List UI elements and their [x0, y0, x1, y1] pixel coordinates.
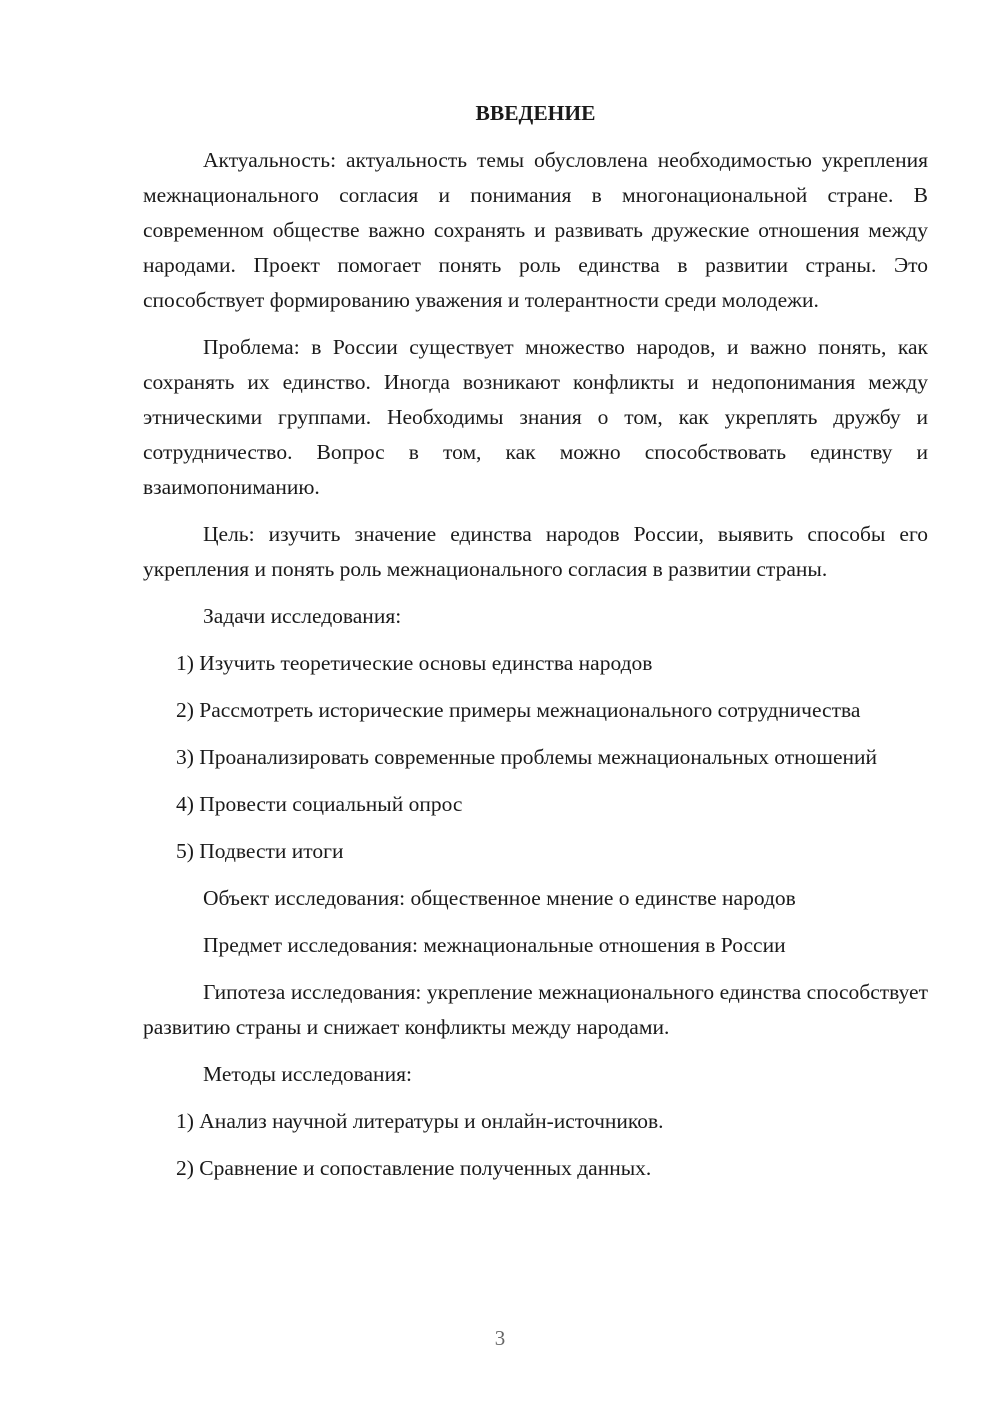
document-page — [143, 96, 928, 1198]
section-title: ВВЕДЕНИЕ — [475, 101, 596, 125]
hypothesis-paragraph: Гипотеза исследования: укрепление межнационального единства способствует развитию страны и снижает конфликты между народами. — [143, 980, 928, 1039]
method-item-1: 1) Анализ научной литературы и онлайн-источников. — [176, 1109, 664, 1133]
task-item-5: 5) Подвести итоги — [176, 839, 344, 863]
task-item-2: 2) Рассмотреть исторические примеры межнационального сотрудничества — [176, 698, 861, 722]
task-item-4: 4) Провести социальный опрос — [176, 792, 463, 816]
object-paragraph: Объект исследования: общественное мнение о единстве народов — [203, 886, 796, 910]
goal-paragraph: Цель: изучить значение единства народов России, выявить способы его укрепления и понять роль межнационального согласия в развитии страны. — [143, 522, 928, 581]
relevance-paragraph: Актуальность: актуальность темы обусловлена необходимостью укрепления межнационального согласия и понимания в многонациональной стране. В современном обществе важно сохранять и развивать дружеские отношения между народами. Проект помогает понять роль единства в развитии страны. Это способствует формированию уважения и толерантности среди молодежи. — [143, 148, 928, 312]
task-item-3: 3) Проанализировать современные проблемы межнациональных отношений — [176, 745, 878, 769]
method-item-2: 2) Сравнение и сопоставление полученных данных. — [176, 1156, 652, 1180]
problem-paragraph: Проблема: в России существует множество народов, и важно понять, как сохранять их единство. Иногда возникают конфликты и недопонимания между этническими группами. Необходимы знания о том, как укреплять дружбу и сотрудничество. Вопрос в том, как можно способствовать единству и взаимопониманию. — [143, 335, 928, 499]
tasks-heading: Задачи исследования: — [203, 604, 402, 628]
page-number: 3 — [494, 1326, 506, 1350]
subject-paragraph: Предмет исследования: межнациональные отношения в России — [203, 933, 786, 957]
methods-heading: Методы исследования: — [203, 1062, 412, 1086]
task-item-1: 1) Изучить теоретические основы единства народов — [176, 651, 653, 675]
